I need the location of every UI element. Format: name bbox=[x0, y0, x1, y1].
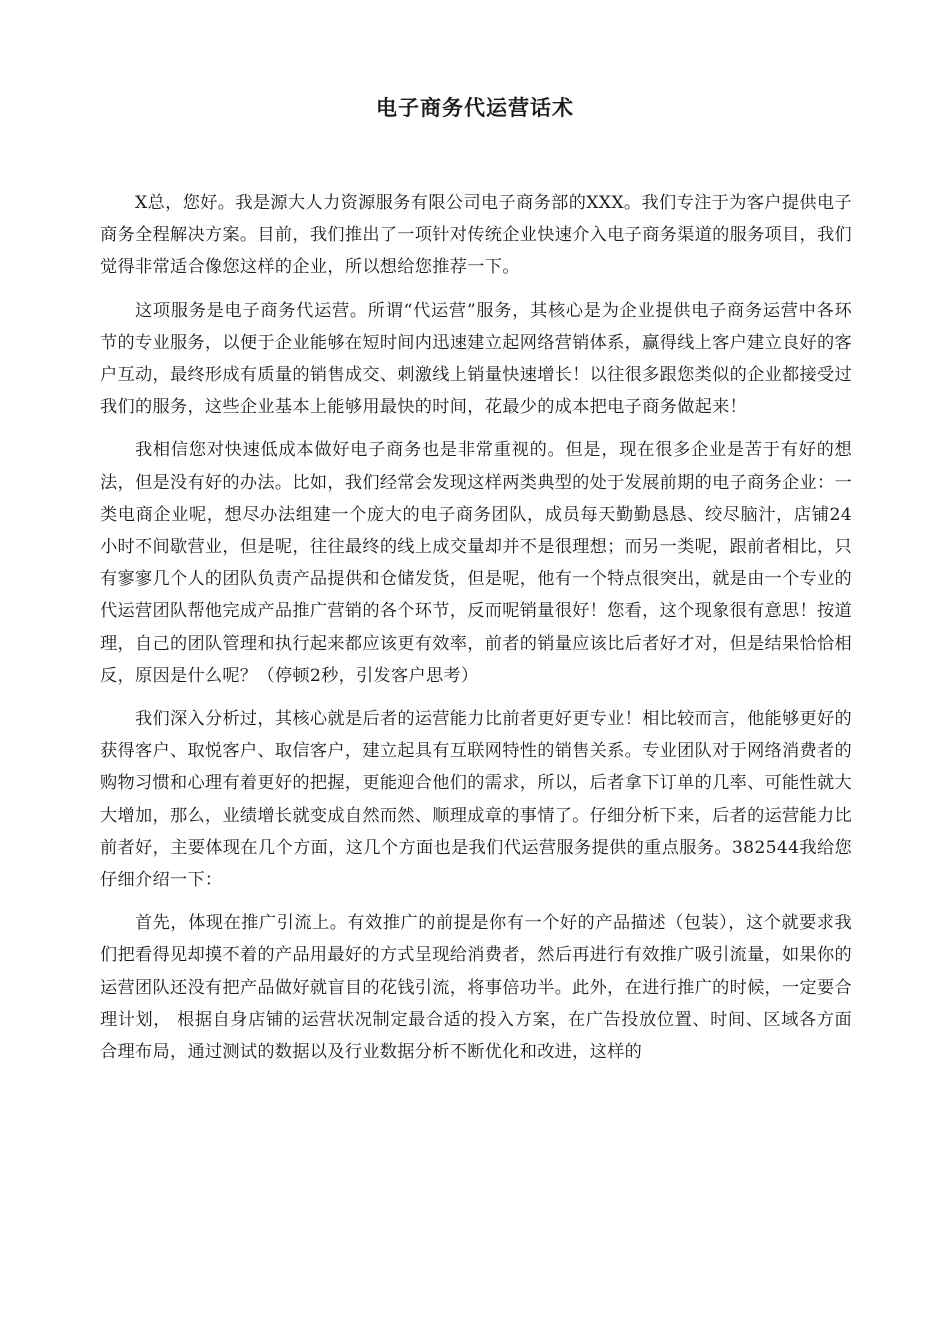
paragraph-1: X总，您好。我是源大人力资源服务有限公司电子商务部的XXX。我们专注于为客户提供电子商务全程解决方案。目前，我们推出了一项针对传统企业快速介入电子商务渠道的服务项目，我们觉得非常适合像您这样的企业，所以想给您推荐一下。 bbox=[100, 193, 852, 278]
paragraph-4: 我们深入分析过，其核心就是后者的运营能力比前者更好更专业！相比较而言，他能够更好的获得客户、取悦客户、取信客户，建立起具有互联网特性的销售关系。专业团队对于网络消费者的购物习惯和心理有着更好的把握，更能迎合他们的需求，所以，后者拿下订单的几率、可能性就大大增加，那么，业绩增长就变成自然而然、顺理成章的事情了。仔细分析下来，后者的运营能力比前者好，主要体现在几个方面，这几个方面也是我们代运营服务提供的重点服务。382544我给您仔细介绍一下： bbox=[100, 709, 852, 891]
document-body bbox=[100, 187, 852, 1079]
paragraph-2: 这项服务是电子商务代运营。所谓“代运营”服务，其核心是为企业提供电子商务运营中各环节的专业服务，以便于企业能够在短时间内迅速建立起网络营销体系，赢得线上客户建立良好的客户互动，最终形成有质量的销售成交、刺激线上销量快速增长！以往很多跟您类似的企业都接受过我们的服务，这些企业基本上能够用最快的时间，花最少的成本把电子商务做起来！ bbox=[100, 300, 852, 418]
document-title: 电子商务代运营话术 bbox=[376, 96, 574, 120]
paragraph-3: 我相信您对快速低成本做好电子商务也是非常重视的。但是，现在很多企业是苦于有好的想法，但是没有好的办法。比如，我们经常会发现这样两类典型的处于发展前期的电子商务企业：一类电商企业呢，想尽办法组建一个庞大的电子商务团队，成员每天勤勤恳恳、绞尽脑汁，店铺24小时不间歇营业，但是呢，往往最终的线上成交量却并不是很理想；而另一类呢，跟前者相比，只有寥寥几个人的团队负责产品提供和仓储发货，但是呢，他有一个特点很突出，就是由一个专业的代运营团队帮他完成产品推广营销的各个环节，反而呢销量很好！您看，这个现象很有意思！按道理，自己的团队管理和执行起来都应该更有效率，前者的销量应该比后者好才对，但是结果恰恰相反，原因是什么呢？（停顿2秒，引发客户思考） bbox=[100, 440, 852, 686]
paragraph-5: 首先，体现在推广引流上。有效推广的前提是你有一个好的产品描述（包装），这个就要求我们把看得见却摸不着的产品用最好的方式呈现给消费者，然后再进行有效推广吸引流量，如果你的运营团队还没有把产品做好就盲目的花钱引流，将事倍功半。此外，在进行推广的时候，一定要合理计划， 根据自身店铺的运营状况制定最合适的投入方案，在广告投放位置、时间、区域各方面合理布局，通过测试的数据以及行业数据分析不断优化和改进，这样的 bbox=[100, 913, 852, 1063]
